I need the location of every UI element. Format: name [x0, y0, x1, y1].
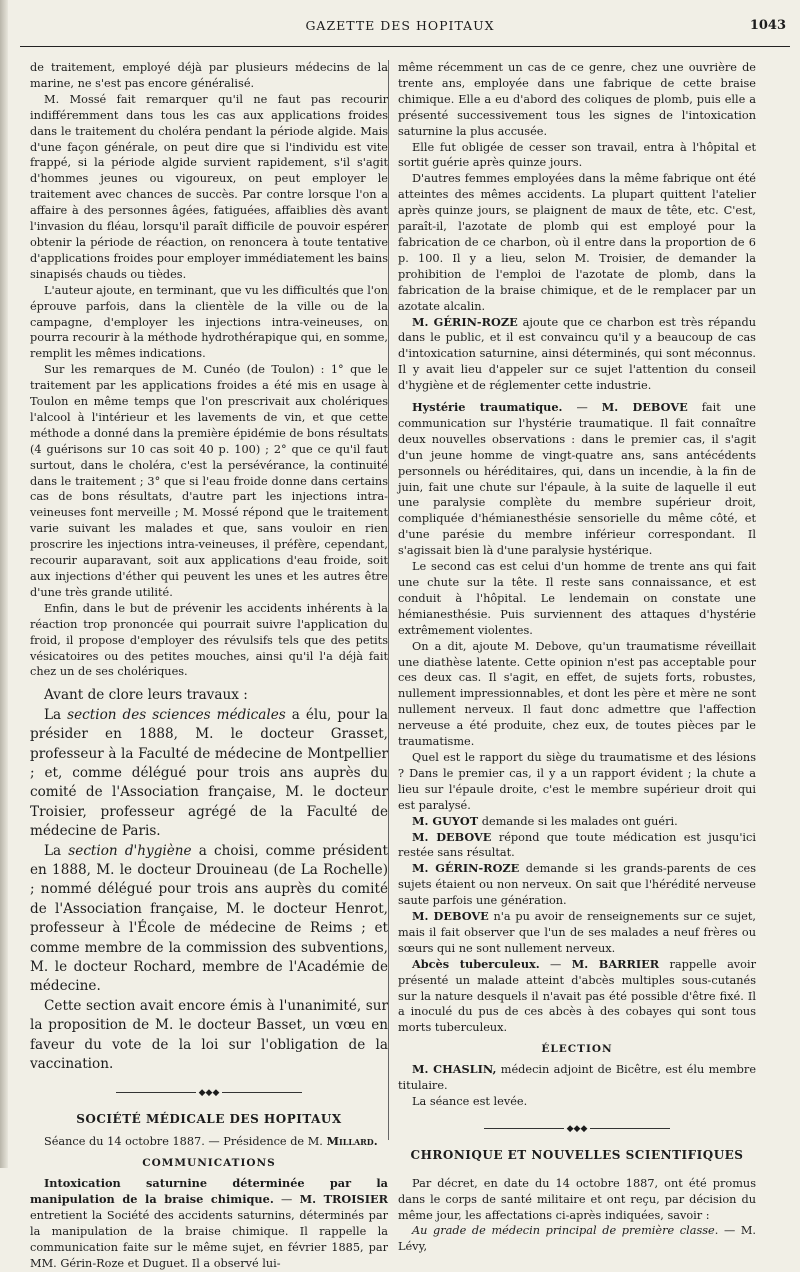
- paragraph: La séance est levée.: [412, 1095, 528, 1108]
- paragraph: Au grade de médecin principal de première classe. — M. Lévy,: [398, 1224, 756, 1254]
- large-paragraph: La section d'hygiène a choisi, comme président en 1888, M. le docteur Drouineau (de La Rochelle) ; nommé délégué pour trois ans auprès du comité de l'Association française, M. le docteur Henrot, professeur à l'École de médecine de Reims ; et comme membre de la commission des subventions, M. le docteur Rochard, membre de l'Académie de médecine.: [30, 842, 388, 995]
- paragraph: M. GUYOT demande si les malades ont guéri.: [412, 813, 678, 828]
- header-rule: [20, 46, 790, 47]
- large-paragraph: Cette section avait encore émis à l'unanimité, sur la proposition de M. le docteur Basset, un vœu en faveur du vote de la loi sur l'obligation de la vaccination.: [30, 997, 388, 1073]
- author: M. DEBOVE: [601, 400, 688, 415]
- paragraph: Hystérie traumatique. — M. DEBOVE fait une communication sur l'hystérie traumatique. Il fait connaître deux nouvelles observations : dans le premier cas, il s'agit d'un jeune homme de vingt-quatre ans, sans antécédents personnels ou héréditaires, qui, dans un incendie, à la fin de juin, fait une chute sur l'épaule, à la suite de laquelle il eut une paralysie complète du membre supérieur droit, compliquée d'hémianesthésie sensorielle du même côté, et d'une parésie du membre inférieur correspondant. Il s'agissait bien là d'une paralysie hystérique.: [398, 400, 756, 558]
- paper-title: Intoxication saturnine déterminée par la manipulation de la braise chimique.: [30, 1176, 388, 1206]
- paragraph: M. Mossé fait remarquer qu'il ne faut pas recourir indifféremment dans tous les cas aux applications froides dans le traitement du choléra pendant la période algide. Mais d'une façon générale, on peut dire que si l'individu est vite frappé, si la période algide survient rapidement, s'il s'agit d'hommes jeunes ou vigoureux, on peut employer le traitement avec chances de succès. Par contre lorsque l'on a affaire à des personnes âgées, fatiguées, affaiblies dès avant l'invasion du fléau, lorsqu'il paraît difficile de pouvoir espérer obtenir la période de réaction, on renoncera à toute tentative d'applications froides pour employer immédiatement les bains sinapisés chauds ou tièdes.: [30, 92, 388, 281]
- author: M. BARRIER: [571, 956, 660, 971]
- paragraph: On a dit, ajoute M. Debove, qu'un traumatisme réveillait une diathèse latente. Cette opinion n'est pas acceptable pour ces deux cas. Il s'agit, en effet, de sujets forts, robustes, nullement impressionnables, et dont les père et mère ne sont nullement nerveux. Il faut donc admettre que l'affection nerveuse a été produite, chez eux, de toutes pièces par le traumatisme.: [398, 639, 756, 749]
- paper-title: Hystérie traumatique.: [412, 400, 563, 415]
- subsection-title: COMMUNICATIONS: [142, 1157, 276, 1170]
- subsection-title: ÉLECTION: [541, 1043, 613, 1056]
- paragraph: M. DEBOVE n'a pu avoir de renseignements sur ce sujet, mais il fait observer que l'un de ses malades a neuf frères ou sœurs qui ne sont nullement nerveux.: [398, 909, 756, 955]
- column-divider: [388, 60, 389, 1140]
- paragraph: M. DEBOVE répond que toute médication est jusqu'ici restée sans résultat.: [398, 829, 756, 860]
- author: M. DEBOVE: [412, 829, 492, 844]
- paragraph: Quel est le rapport du siège du traumatisme et des lésions ? Dans le premier cas, il y a un rapport évident ; la chute a lieu sur l'épaule droite, c'est le membre supérieur droit qui est paralysé.: [398, 750, 756, 812]
- paragraph: Enfin, dans le but de prévenir les accidents inhérents à la réaction trop prononcée qui pourrait suivre l'application du froid, il propose d'employer des révulsifs tels que des petits vésicatoires ou des petites mouches, ainsi qu'il l'a déjà fait chez un de ses cholériques.: [30, 601, 388, 679]
- left-column: [30, 60, 388, 1270]
- author: M. GÉRIN-ROZE: [412, 314, 518, 329]
- paragraph: D'autres femmes employées dans la même fabrique ont été atteintes des mêmes accidents. La plupart quittent l'atelier après quinze jours, se plaignent de maux de tête, etc. C'est, paraît-il, l'azotate de plomb qui est employé pour la fabrication de ce charbon, où il entre dans la proportion de 6 p. 100. Il y a lieu, selon M. Troisier, de demander la prohibition de l'emploi de l'azotate de plomb, dans la fabrication de la braise chimique, et de le remplacer par un azotate alcalin.: [398, 172, 756, 313]
- page-edge-shadow: [0, 0, 8, 1168]
- section-name: section des sciences médicales: [67, 706, 286, 723]
- large-paragraph: Avant de clore leurs travaux :: [44, 687, 248, 704]
- paragraph: Abcès tuberculeux. — M. BARRIER rappelle avoir présenté un malade atteint d'abcès multiples sous-cutanés sur la nature desquels il n'avait pas été possible d'être fixé. Il a inoculé du pus de ces abcès à des cobayes qui sont tous morts tuberculeux.: [398, 956, 756, 1035]
- session-line: Séance du 14 octobre 1887. — Présidence de M. Millard.: [44, 1134, 378, 1149]
- ornament-divider: ◆◆◆: [30, 1086, 388, 1102]
- paragraph: M. GÉRIN-ROZE ajoute que ce charbon est très répandu dans le public, et il est convaincu qu'il y a beaucoup de cas d'intoxication saturnine, ainsi déterminés, qui sont méconnus. Il y avait lieu d'appeler sur ce sujet l'attention du conseil d'hygiène et de réglementer cette industrie.: [398, 314, 756, 393]
- section-name: section d'hygiène: [68, 842, 192, 859]
- paragraph: Le second cas est celui d'un homme de trente ans qui fait une chute sur la tête. Il reste sans connaissance, et est conduit à l'hôpital. Le lendemain on constate une hémianesthésie. Puis surviennent des attaques d'hystérie extrêmement violentes.: [398, 560, 756, 637]
- author: M. TROISIER: [299, 1192, 388, 1206]
- right-column: [398, 60, 757, 1254]
- ornament-divider: ◆◆◆: [398, 1122, 756, 1138]
- paragraph: M. CHASLIN, médecin adjoint de Bicêtre, est élu membre titulaire.: [398, 1062, 756, 1093]
- page-number: 1043: [749, 18, 786, 33]
- author: M. DEBOVE: [412, 909, 489, 924]
- author: M. GÉRIN-ROZE: [412, 861, 520, 876]
- section-title: CHRONIQUE ET NOUVELLES SCIENTIFIQUES: [410, 1147, 744, 1162]
- running-head: GAZETTE DES HOPITAUX: [305, 18, 495, 33]
- paper-title: Abcès tuberculeux.: [412, 956, 540, 971]
- paragraph: L'auteur ajoute, en terminant, que vu les difficultés que l'on éprouve parfois, dans la clientèle de la ville ou de la campagne, d'employer les injections intra-veineuses, on pourra recourir à la méthode hydrothérapique qui, en somme, remplit les mêmes indications.: [30, 283, 388, 361]
- paragraph: Intoxication saturnine déterminée par la manipulation de la braise chimique. — M. TROISIER entretient la Société des accidents saturnins, déterminés par la manipulation de la braise chimique. Il rappelle la communication faite sur le même sujet, en février 1885, par MM. Gérin-Roze et Duguet. Il a observé lui-: [30, 1176, 388, 1270]
- author: M. GUYOT: [412, 813, 479, 828]
- author: M. CHASLIN,: [412, 1062, 497, 1077]
- large-paragraph: La section des sciences médicales a élu, pour la présider en 1888, M. le docteur Grasset, professeur à la Faculté de médecine de Montpellier ; et, comme délégué pour trois ans auprès du comité de l'Association française, M. le docteur Troisier, professeur agrégé de la Faculté de médecine de Paris.: [30, 706, 388, 840]
- paragraph: M. GÉRIN-ROZE demande si les grands-parents de ces sujets étaient ou non nerveux. On sait que l'hérédité nerveuse saute parfois une génération.: [398, 861, 757, 908]
- paragraph: Elle fut obligée de cesser son travail, entra à l'hôpital et sortit guérie après quinze jours.: [398, 140, 756, 170]
- paragraph: même récemment un cas de ce genre, chez une ouvrière de trente ans, employée dans une fabrique de cette braise chimique. Elle a eu d'abord des coliques de plomb, puis elle a présenté successivement tous les signes de l'intoxication saturnine la plus accusée.: [398, 61, 756, 138]
- paragraph: de traitement, employé déjà par plusieurs médecins de la marine, ne s'est pas encore généralisé.: [30, 61, 388, 90]
- paragraph: Par décret, en date du 14 octobre 1887, ont été promus dans le corps de santé militaire et ont reçu, par décision du même jour, les affectations ci-après indiquées, savoir :: [398, 1176, 756, 1222]
- paragraph: Sur les remarques de M. Cunéo (de Toulon) : 1° que le traitement par les applications froides a été mis en usage à Toulon en même temps que l'on prescrivait aux cholériques l'alcool à l'intérieur et les lavements de vin, et que cette méthode a donné dans la première épidémie de bons résultats (4 guérisons sur 10 cas soit 40 p. 100) ; 2° que ce qu'il faut surtout, dans le choléra, c'est la persévérance, la continuité dans le traitement ; 3° que si l'eau froide donne dans certains cas de bons résultats, d'autre part les injections intra-veineuses font merveille ; M. Mossé répond que le traitement varie suivant les malades et que, sans vouloir en rien proscrire les injections intra-veineuses, il préfère, cependant, recourir auparavant, soit aux applications d'eau froide, soit aux injections d'éther qui peuvent les unes et les autres être d'une très grande utilité.: [30, 363, 388, 599]
- section-title: SOCIÉTÉ MÉDICALE DES HOPITAUX: [76, 1112, 342, 1127]
